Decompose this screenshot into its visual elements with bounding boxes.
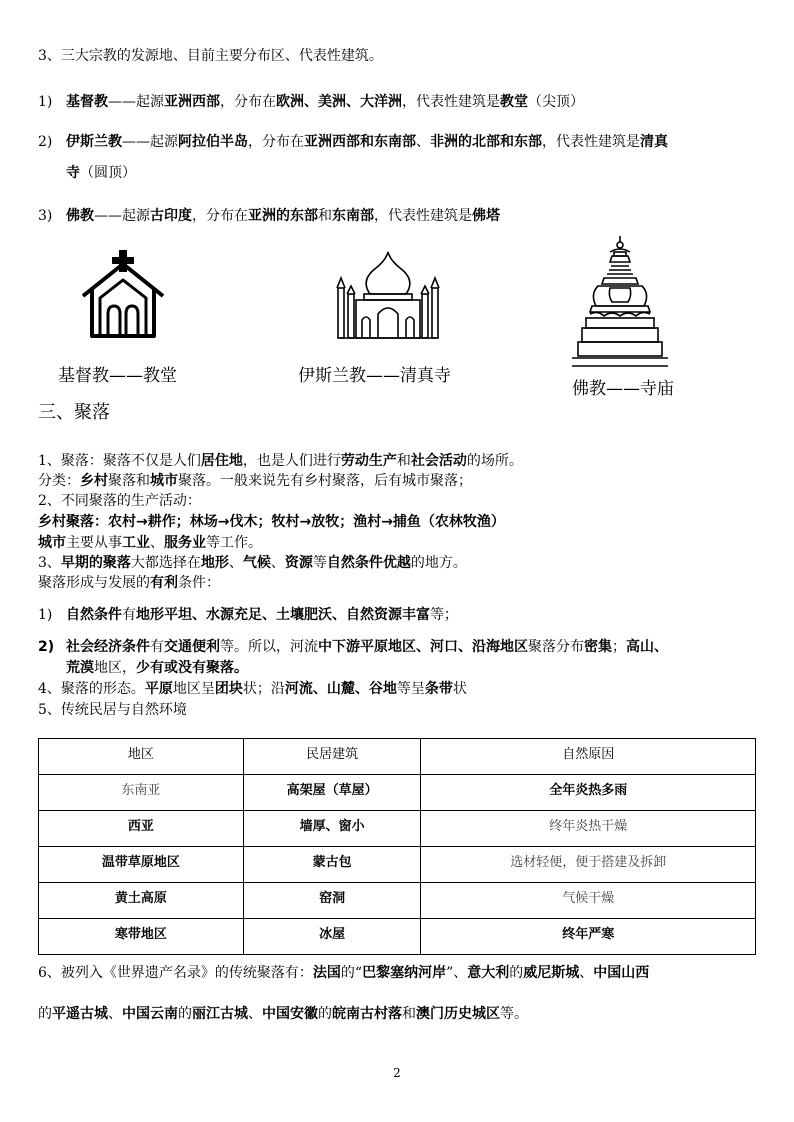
economic-conditions-cont: 荒漠地区，少有或没有聚落。 xyxy=(66,660,248,676)
table-cell: 终年炎热干燥 xyxy=(421,811,756,847)
temple-caption: 佛教——寺庙 xyxy=(572,379,674,399)
urban-production: 城市主要从事工业、服务业等工作。 xyxy=(38,535,262,551)
mosque-caption: 伊斯兰教——清真寺 xyxy=(298,366,451,386)
table-header-row xyxy=(39,739,756,775)
economic-conditions: 社会经济条件有交通便利等。所以，河流中下游平原地区、河口、沿海地区聚落分布密集；高山、 xyxy=(66,639,668,655)
item-number: 2) xyxy=(38,639,55,655)
table-cell: 冰屋 xyxy=(243,919,421,955)
table-header: 自然原因 xyxy=(421,739,756,775)
dwelling-table xyxy=(38,738,756,955)
favorable-conditions: 聚落形成与发展的有利条件： xyxy=(38,575,220,591)
table-cell: 终年严寒 xyxy=(421,919,756,955)
mosque-icon xyxy=(332,250,444,340)
table-cell: 黄土高原 xyxy=(39,883,244,919)
table-row xyxy=(39,847,756,883)
item-number: 3) xyxy=(38,208,53,224)
page-number: 2 xyxy=(393,1066,401,1080)
table-row xyxy=(39,883,756,919)
table-cell: 高架屋（草屋） xyxy=(243,775,421,811)
table-cell: 全年炎热多雨 xyxy=(421,775,756,811)
church-icon xyxy=(78,248,168,340)
table-row xyxy=(39,811,756,847)
item-number: 1) xyxy=(38,607,53,623)
section-title: 三、聚落 xyxy=(38,402,110,423)
rural-production: 乡村聚落：农村→耕作；林场→伐木；牧村→放牧；渔村→捕鱼（农林牧渔） xyxy=(38,514,505,530)
stupa-icon xyxy=(568,236,672,368)
natural-conditions: 自然条件有地形平坦、水源充足、土壤肥沃、自然资源丰富等； xyxy=(66,607,458,623)
production-title: 2、不同聚落的生产活动： xyxy=(38,493,201,509)
table-cell: 窑洞 xyxy=(243,883,421,919)
settlement-shape: 4、聚落的形态。平原地区呈团块状；沿河流、山麓、谷地等呈条带状 xyxy=(38,681,467,697)
table-header: 地区 xyxy=(39,739,244,775)
table-cell: 气候干燥 xyxy=(421,883,756,919)
religion-title: 3、三大宗教的发源地、目前主要分布区、代表性建筑。 xyxy=(38,48,383,64)
table-cell: 温带草原地区 xyxy=(39,847,244,883)
table-cell: 墙厚、窗小 xyxy=(243,811,421,847)
islam-line-cont: 寺（圆顶） xyxy=(66,165,136,181)
heritage-line-cont: 的平遥古城、中国云南的丽江古城、中国安徽的皖南古村落和澳门历史城区等。 xyxy=(38,1006,528,1022)
settlement-definition: 1、聚落：聚落不仅是人们居住地，也是人们进行劳动生产和社会活动的场所。 xyxy=(38,453,523,469)
table-cell: 东南亚 xyxy=(39,775,244,811)
christianity-line: 基督教——起源亚洲西部，分布在欧洲、美洲、大洋洲，代表性建筑是教堂（尖顶） xyxy=(66,94,584,110)
table-header: 民居建筑 xyxy=(243,739,421,775)
table-cell: 选材轻便，便于搭建及拆卸 xyxy=(421,847,756,883)
islam-line: 伊斯兰教——起源阿拉伯半岛，分布在亚洲西部和东南部、非洲的北部和东部，代表性建筑是清真 xyxy=(66,134,668,150)
item-number: 1) xyxy=(38,94,53,110)
item-number: 2) xyxy=(38,134,53,150)
table-cell: 寒带地区 xyxy=(39,919,244,955)
heritage-line: 6、被列入《世界遗产名录》的传统聚落有：法国的“巴黎塞纳河岸”、意大利的威尼斯城、中国山西 xyxy=(38,965,650,981)
early-settlement: 3、早期的聚落大都选择在地形、气候、资源等自然条件优越的地方。 xyxy=(38,555,467,571)
dwelling-title: 5、传统民居与自然环境 xyxy=(38,702,187,718)
table-cell: 蒙古包 xyxy=(243,847,421,883)
church-caption: 基督教——教堂 xyxy=(58,366,177,386)
buddhism-line: 佛教——起源古印度，分布在亚洲的东部和东南部，代表性建筑是佛塔 xyxy=(66,208,500,224)
table-row xyxy=(39,775,756,811)
settlement-classification: 分类：乡村聚落和城市聚落。一般来说先有乡村聚落，后有城市聚落； xyxy=(38,473,472,489)
table-row xyxy=(39,919,756,955)
table-cell: 西亚 xyxy=(39,811,244,847)
